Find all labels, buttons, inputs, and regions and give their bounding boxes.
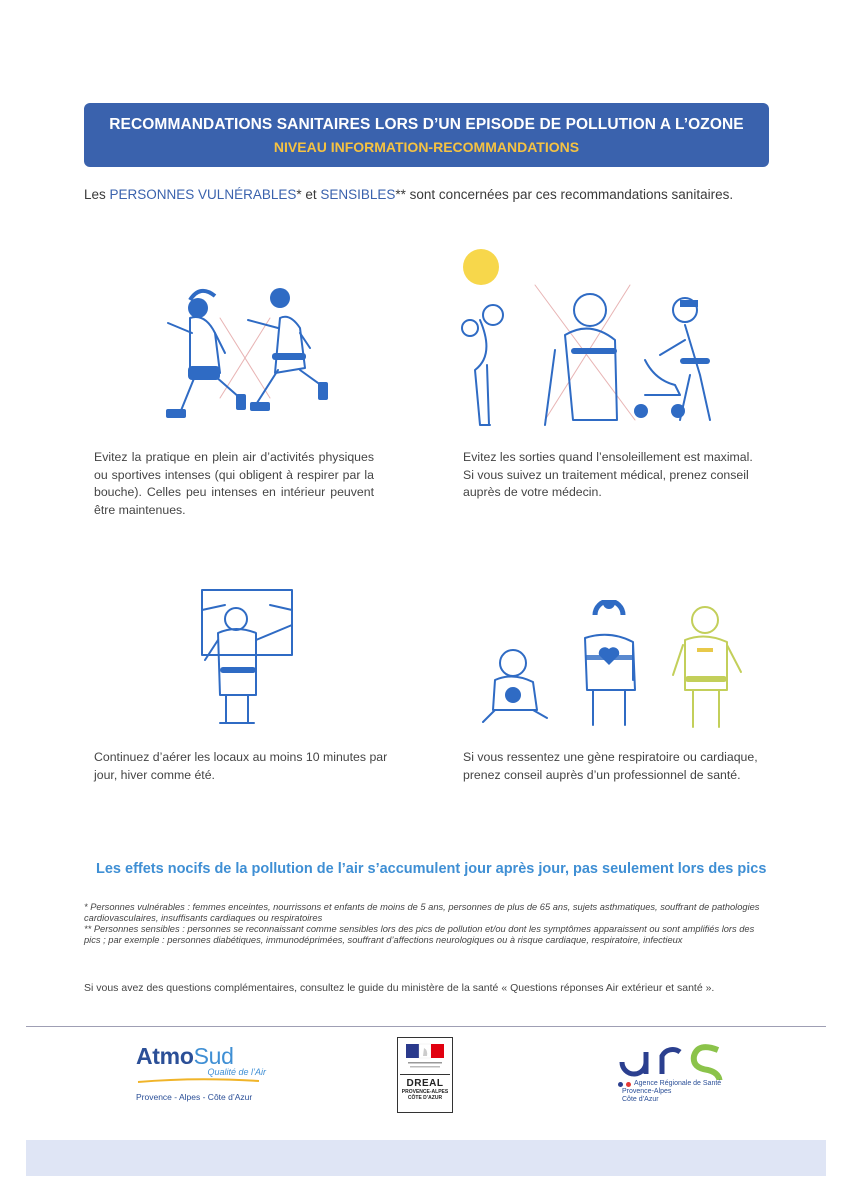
- ars-line-1: Agence Régionale de Santé: [634, 1080, 722, 1087]
- recommendation-text-3: Continuez d’aérer les locaux au moins 10 minutes par jour, hiver comme été.: [94, 750, 388, 782]
- atmosud-name: [136, 1043, 266, 1070]
- atmosud-name-a: Atmo: [136, 1043, 194, 1069]
- recommendation-text-1: Evitez la pratique en plein air d’activités physiques ou sportives intenses (qui obligent à respirer par la bouche). Celles peu intenses en intérieur peuvent être maintenues.: [94, 450, 374, 517]
- guide-reference: Si vous avez des questions complémentaires, consultez le guide du ministère de la santé « Questions réponses Air extérieur et santé ».: [84, 982, 715, 994]
- footnote-vulnerable: * Personnes vulnérables : femmes enceintes, nourrissons et enfants de moins de 5 ans, personnes de plus de 65 ans, sujets asthmatiques, souffrant de pathologies cardiovasculaires, insuffisants cardiaques ou respiratoires: [84, 902, 760, 923]
- ars-logo: [618, 1040, 738, 1104]
- footnote-sensitive: ** Personnes sensibles : personnes se reconnaissant comme sensibles lors des pics de pollution et/ou dont les symptômes apparaissent ou sont amplifiés lors des pics ; par exemple : personnes diabétiques, immunodéprimées, souffrant d’affections neurologiques ou à risque cardiaque, respiratoire, infectieux: [84, 924, 755, 945]
- dreal-logo: [397, 1037, 453, 1113]
- running-people-icon: [160, 278, 340, 423]
- ars-dots-icon: [618, 1082, 623, 1087]
- intro-vulnerable: PERSONNES VULNÉRABLES: [109, 187, 297, 202]
- sun-pregnant-elderly-stroller-icon: [455, 245, 775, 430]
- footer-band: [26, 1140, 826, 1176]
- banner-title: RECOMMANDATIONS SANITAIRES LORS D’UN EPISODE DE POLLUTION A L’OZONE: [109, 116, 744, 133]
- recommendation-text-2: Evitez les sorties quand l’ensoleillement est maximal. Si vous suivez un traitement médical, prenez conseil auprès de votre médecin.: [463, 450, 753, 499]
- ars-line-2: Provence-Alpes: [622, 1088, 672, 1095]
- intro-middle: * et: [296, 187, 321, 202]
- divider: [26, 1026, 826, 1027]
- dreal-region-2: CÔTE D’AZUR: [407, 1095, 443, 1101]
- atmosud-tagline: Qualité de l’Air: [207, 1067, 266, 1077]
- title-banner: [84, 103, 769, 167]
- dreal-box: [397, 1037, 453, 1113]
- cumulative-effects-headline: Les effets nocifs de la pollution de l’air s’accumulent jour après jour, pas seulement lors des pics: [96, 861, 767, 877]
- atmosud-swoosh-icon: [136, 1078, 261, 1084]
- atmosud-region: Provence - Alpes - Côte d’Azur: [136, 1092, 253, 1102]
- intro-suffix: ** sont concernées par ces recommandations sanitaires.: [395, 187, 734, 202]
- intro-sensitive: SENSIBLES: [320, 187, 396, 202]
- intro-prefix: Les: [84, 187, 110, 202]
- ars-red-dot-icon: [626, 1082, 631, 1087]
- dreal-name: DREAL: [406, 1078, 444, 1089]
- banner-subtitle: NIVEAU INFORMATION-RECOMMANDATIONS: [273, 139, 580, 155]
- atmosud-logo: [136, 1043, 266, 1102]
- ars-line-3: Côte d’Azur: [622, 1096, 659, 1103]
- recommendation-text-4: Si vous ressentez une gène respiratoire ou cardiaque, prenez conseil auprès d’un professionnel de santé.: [463, 750, 758, 782]
- footnotes: [84, 902, 770, 946]
- dreal-region-1: PROVENCE-ALPES: [401, 1089, 449, 1095]
- ars-letters-icon: [618, 1040, 728, 1080]
- atmosud-name-b: Sud: [193, 1043, 234, 1069]
- intro-sentence: [84, 187, 784, 202]
- open-window-person-icon: [190, 585, 305, 730]
- marianne-flag-icon: [398, 1038, 452, 1074]
- baby-patient-doctor-icon: [475, 600, 750, 735]
